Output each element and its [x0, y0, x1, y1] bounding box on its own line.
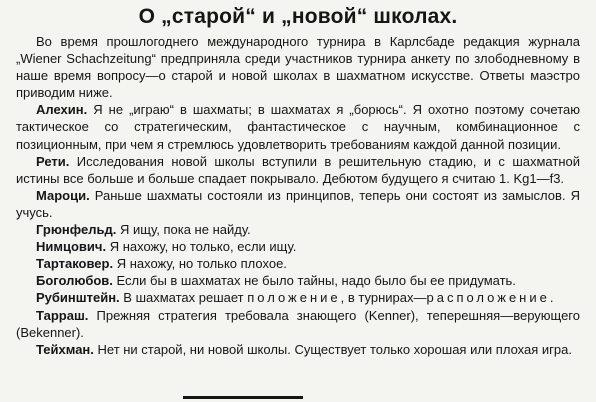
answer-gruenfeld [16, 221, 580, 238]
article-body [16, 33, 580, 358]
answer-name: Тарраш. [36, 307, 89, 323]
answer-name: Мароци. [36, 187, 90, 203]
answer-name: Алехин. [36, 102, 88, 118]
answer-name: Рубинштейн. [36, 290, 120, 306]
answer-text: Нет ни старой, ни новой школы. Существует только хорошая или плохая игра. [93, 341, 572, 357]
answer-name: Боголюбов. [36, 273, 113, 289]
spaced-word: расположение [426, 290, 550, 306]
article-title: О „старой“ и „новой“ школах. [138, 5, 458, 28]
answer-text: Я нахожу, но только, если ищу. [106, 239, 297, 255]
next-heading-fragment [183, 396, 303, 399]
answer-text: Раньше шахматы состояли из принципов, теперь они состоят из замыслов. Я учусь. [16, 187, 580, 220]
answer-text: Исследования новой школы вступили в решительную стадию, и с шахматной истины все больше и больше спадает покрывало. Дебютом будущего я считаю 1. Kg1—f3. [16, 153, 580, 186]
answer-name: Тартаковер. [36, 256, 114, 272]
answer-text: Я не „играю“ в шахматы; в шахматах я „борюсь“. Я охотно поэтому сочетаю тактическое со стратегическим, фантастическое с научным, комбинационное с позиционным, при чем я стремлюсь удовлетворить требованиям каждой данной позиции. [16, 102, 580, 152]
spaced-word: положение [247, 290, 341, 306]
intro-paragraph: Во время прошлогоднего международного турнира в Карлсбаде редакция журнала „Wiener Schachzeitung“ предприняла среди участников турнира анкету по злободневному в наше время вопросу—о старой и новой школах в шахматном искусстве. Ответы маэстро приводим ниже. [16, 34, 580, 101]
answer-rubinstein [16, 289, 580, 306]
answer-name: Тейхман. [36, 341, 94, 357]
answer-text: В шахматах решает [119, 290, 248, 306]
answer-text: , в турнирах— [340, 290, 427, 306]
answer-tartakower [16, 255, 580, 272]
answer-text: Если бы в шахматах не было тайны, надо было бы ее придумать. [112, 273, 516, 289]
answer-maroczy [16, 187, 580, 221]
answer-text: Я ищу, пока не найду. [116, 222, 251, 238]
answer-name: Нимцович. [36, 239, 107, 255]
answer-text: . [549, 290, 554, 306]
answer-teichmann [16, 341, 580, 358]
answer-reti [16, 153, 580, 187]
answer-nimzowitsch [16, 238, 580, 255]
answer-name: Рети. [36, 153, 70, 169]
answer-text: Прежняя стратегия требовала знающего (Kenner), теперешняя—верующего (Bekenner). [16, 307, 580, 340]
answer-alekhine [16, 101, 580, 152]
answer-bogoljubow [16, 272, 580, 289]
answer-text: Я нахожу, но только плохое. [113, 256, 287, 272]
answer-tarrasch [16, 307, 580, 341]
answer-name: Грюнфельд. [36, 222, 117, 238]
